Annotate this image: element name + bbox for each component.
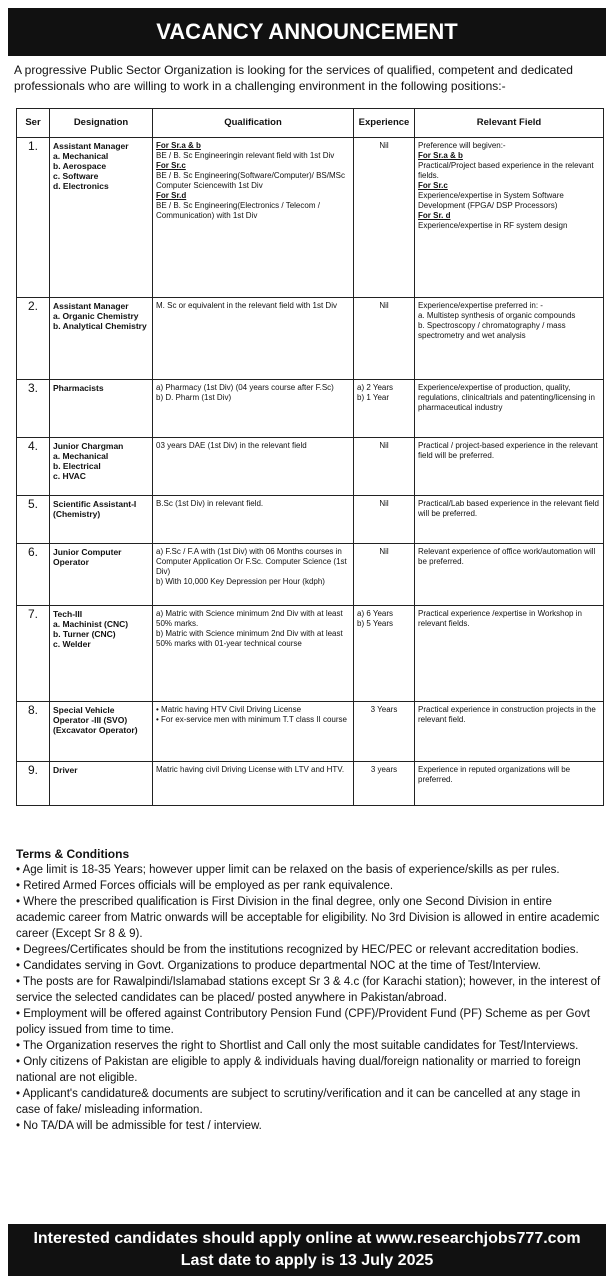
qualification-cell [153,496,354,544]
relevant-field-line: Practical / project-based experience in the relevant field will be preferred. [418,441,598,460]
ser-cell: 3. [17,380,50,438]
ser-cell: 5. [17,496,50,544]
qualification-line: M. Sc or equivalent in the relevant field with 1st Div [156,301,337,310]
ser-cell: 2. [17,298,50,380]
table-row [17,380,604,438]
terms-list [16,862,604,1134]
relevant-field-line: a. Multistep synthesis of organic compounds [418,311,576,320]
relevant-field-cell [415,762,604,806]
ser-cell: 8. [17,702,50,762]
relevant-field-line: Experience/expertise preferred in: - [418,301,543,310]
header-designation: Designation [50,109,153,138]
header-relevant-field: Relevant Field [415,109,604,138]
ser-cell: 1. [17,138,50,298]
relevant-field-line: Experience/expertise in System Software Development (FPGA/ DSP Processors) [418,191,564,210]
qualification-line: Matric having civil Driving License with LTV and HTV. [156,765,345,774]
ser-cell: 6. [17,544,50,606]
apply-online-text: Interested candidates should apply online at www.researchjobs777.com [33,1230,581,1247]
relevant-field-line: Experience/expertise of production, quality, regulations, clinicaltrials and patenting/licensing in pharmaceutical industry [418,383,595,412]
designation-sub: c. Software [53,171,99,181]
designation-title: Assistant Manager [53,301,129,311]
designation-cell [50,298,153,380]
header-qualification: Qualification [153,109,354,138]
qualification-line: a) Matric with Science minimum 2nd Div with at least 50% marks. [156,609,343,628]
relevant-field-line: For Sr.c [418,181,448,190]
table-row [17,298,604,380]
terms-item: • Applicant's candidature& documents are subject to scrutiny/verification and it can be cancelled at any stage in case of fake/ misleading information. [16,1088,581,1116]
relevant-field-cell [415,438,604,496]
designation-title: Pharmacists [53,383,104,393]
experience-cell: Nil [354,544,415,606]
designation-title: Scientific Assistant-I (Chemistry) [53,499,137,519]
designation-title: Junior Chargman [53,441,124,451]
experience-cell [354,606,415,702]
relevant-field-line: For Sr. d [418,211,451,220]
header-experience: Experience [354,109,415,138]
designation-sub: d. Electronics [53,181,109,191]
qualification-cell [153,138,354,298]
designation-cell [50,702,153,762]
designation-sub: a. Organic Chemistry [53,311,139,321]
page-title: VACANCY ANNOUNCEMENT [8,8,606,56]
relevant-field-line: Preference will begiven:- [418,141,506,150]
experience-cell: Nil [354,438,415,496]
qualification-cell [153,380,354,438]
qualification-line: For Sr.a & b [156,141,201,150]
designation-sub: b. Electrical [53,461,101,471]
terms-item: • Retired Armed Forces officials will be employed as per rank equivalence. [16,880,394,892]
header-ser: Ser [17,109,50,138]
intro-paragraph: A progressive Public Sector Organization is looking for the services of qualified, competent and dedicated professionals who are willing to work in a challenging environment in the following positions:- [14,63,573,93]
qualification-cell [153,702,354,762]
experience-line: b) 5 Years [357,619,394,628]
qualification-cell [153,762,354,806]
relevant-field-cell [415,702,604,762]
designation-sub: b. Turner (CNC) [53,629,116,639]
qualification-line: B.Sc (1st Div) in relevant field. [156,499,264,508]
ser-cell: 7. [17,606,50,702]
designation-title: Driver [53,765,78,775]
relevant-field-line: b. Spectroscopy / chromatography / mass spectrometry and wet analysis [418,321,566,340]
terms-item: • Only citizens of Pakistan are eligible to apply & individuals having dual/foreign nationality or married to foreign national are not eligible. [16,1056,581,1084]
qualification-line: a) Pharmacy (1st Div) (04 years course after F.Sc) [156,383,334,392]
qualification-line: For Sr.c [156,161,186,170]
experience-cell [354,380,415,438]
qualification-line: b) D. Pharm (1st Div) [156,393,232,402]
relevant-field-line: Practical/Project based experience in the relevant fields. [418,161,594,180]
ser-cell: 4. [17,438,50,496]
designation-cell [50,496,153,544]
table-row [17,762,604,806]
relevant-field-cell [415,298,604,380]
experience-cell: Nil [354,298,415,380]
terms-item: • Employment will be offered against Contributory Pension Fund (CPF)/Provident Fund (PF) Scheme as per Govt policy issued from time to time. [16,1008,590,1036]
designation-sub: c. HVAC [53,471,86,481]
terms-item: • Degrees/Certificates should be from the institutions recognized by HEC/PEC or relevant accreditation bodies. [16,944,579,956]
experience-line: b) 1 Year [357,393,390,402]
qualification-line: 03 years DAE (1st Div) in the relevant field [156,441,307,450]
table-row [17,138,604,298]
designation-sub: a. Mechanical [53,151,109,161]
table-row [17,606,604,702]
designation-title: Special Vehicle Operator -III (SVO) (Excavator Operator) [53,705,138,735]
designation-title: Assistant Manager [53,141,129,151]
relevant-field-line: Practical/Lab based experience in the relevant field will be preferred. [418,499,599,518]
designation-cell [50,438,153,496]
terms-item: • The posts are for Rawalpindi/Islamabad stations except Sr 3 & 4.c (for Karachi station); however, in the interest of service the selected candidates can be placed/ posted anywhere in Pakistan/abroad. [16,976,601,1004]
terms-item: • Candidates serving in Govt. Organizations to produce departmental NOC at the time of Test/Interview. [16,960,541,972]
relevant-field-cell [415,496,604,544]
designation-sub: a. Mechanical [53,451,109,461]
designation-sub: b. Analytical Chemistry [53,321,147,331]
table-row [17,702,604,762]
relevant-field-line: For Sr.a & b [418,151,463,160]
relevant-field-cell [415,544,604,606]
terms-item: • No TA/DA will be admissible for test / interview. [16,1120,262,1132]
relevant-field-line: Practical experience /expertise in Workshop in relevant fields. [418,609,582,628]
designation-sub: c. Welder [53,639,91,649]
qualification-line: a) F.Sc / F.A with (1st Div) with 06 Months courses in Computer Application Or F.Sc. Computer Science (1st Div) [156,547,347,576]
designation-cell [50,380,153,438]
designation-sub: b. Aerospace [53,161,107,171]
relevant-field-line: Experience/expertise in RF system design [418,221,568,230]
designation-cell [50,606,153,702]
footer-banner [8,1224,606,1276]
qualification-cell [153,606,354,702]
designation-cell [50,762,153,806]
experience-line: a) 6 Years [357,609,394,618]
qualification-cell [153,438,354,496]
qualification-cell [153,298,354,380]
terms-item: • Age limit is 18-35 Years; however upper limit can be relaxed on the basis of experience/skills as per rules. [16,864,560,876]
terms-section [16,846,604,1134]
designation-title: Junior Computer Operator [53,547,122,567]
qualification-line: • Matric having HTV Civil Driving License [156,705,302,714]
relevant-field-cell [415,138,604,298]
relevant-field-line: Practical experience in construction projects in the relevant field. [418,705,596,724]
relevant-field-line: Experience in reputed organizations will be preferred. [418,765,571,784]
qualification-line: BE / B. Sc Engineeringin relevant field with 1st Div [156,151,335,160]
qualification-line: For Sr.d [156,191,187,200]
designation-cell [50,544,153,606]
terms-title: Terms & Conditions [16,847,130,861]
qualification-line: BE / B. Sc Engineering(Electronics / Telecom / Communication) with 1st Div [156,201,320,220]
designation-sub: a. Machinist (CNC) [53,619,129,629]
terms-item: • Where the prescribed qualification is First Division in the final degree, only one Second Division in entire academic career from Matric onwards will be acceptable for eligibility. No 3rd Division is allowed in entire academic career (Except Sr 8 & 9). [16,896,600,940]
designation-title: Tech-III [53,609,83,619]
experience-cell: 3 years [354,762,415,806]
qualification-line: b) With 10,000 Key Depression per Hour (kdph) [156,577,325,586]
qualification-line: b) Matric with Science minimum 2nd Div with at least 50% marks with 01-year technical course [156,629,343,648]
relevant-field-cell [415,606,604,702]
ser-cell: 9. [17,762,50,806]
table-header-row [17,109,604,138]
experience-cell: Nil [354,138,415,298]
table-row [17,496,604,544]
table-row [17,438,604,496]
terms-item: • The Organization reserves the right to Shortlist and Call only the most suitable candidates for Test/Interviews. [16,1040,579,1052]
vacancy-table [16,108,604,806]
last-date-text: Last date to apply is 13 July 2025 [180,1252,434,1269]
experience-cell: 3 Years [354,702,415,762]
relevant-field-cell [415,380,604,438]
experience-line: a) 2 Years [357,383,394,392]
qualification-line: • For ex-service men with minimum T.T class II course [156,715,347,724]
experience-cell: Nil [354,496,415,544]
designation-cell [50,138,153,298]
relevant-field-line: Relevant experience of office work/automation will be preferred. [418,547,596,566]
table-row [17,544,604,606]
qualification-cell [153,544,354,606]
qualification-line: BE / B. Sc Engineering(Software/Computer)/ BS/MSc Computer Sciencewith 1st Div [156,171,345,190]
